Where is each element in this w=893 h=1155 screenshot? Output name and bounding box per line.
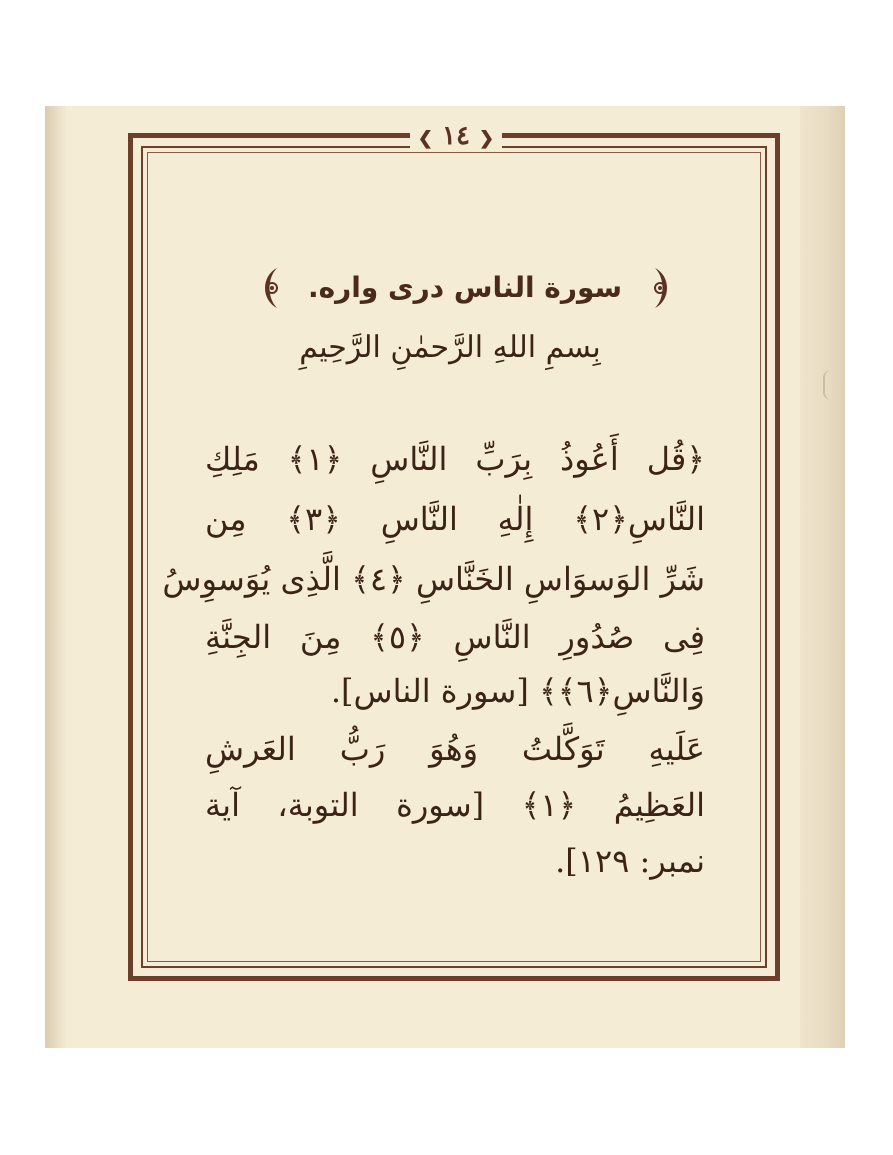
verse-line-1: ﴿قُل أَعُوذُ بِرَبِّ النَّاسِ ﴿١﴾ مَلِكِ [205,440,705,478]
ornament-right-icon: ❯ [479,128,495,149]
page-edge-tab [823,370,847,400]
ornament-left-icon: ❮ [417,128,433,149]
heading-row [255,260,675,316]
crescent-ornament-right-icon [647,266,677,310]
verse-line-5: وَالنَّاسِ﴿٦﴾﴾ [سورة الناس]. [330,672,705,710]
verse-line-8: نمبر: ١٢٩]. [555,842,705,880]
verse-line-7: العَظِيمُ ﴿١﴾ [سورة التوبة، آية [205,786,705,824]
page-shadow-right [800,106,845,1048]
page-shadow-left [45,106,67,1048]
verse-line-4: فِی صُدُورِ النَّاسِ ﴿٥﴾ مِنَ الجِنَّةِ [205,618,705,656]
surah-heading: سورة الناس دری واره. [307,271,623,304]
verse-line-2: النَّاسِ﴿٢﴾ إِلٰهِ النَّاسِ ﴿٣﴾ مِن [205,500,706,538]
verse-line-6: عَلَيهِ تَوَكَّلتُ وَهُوَ رَبُّ العَرشِ [205,730,705,768]
page-number: ❮ ١٤ ❯ [410,122,502,150]
bismillah: بِسمِ اللهِ الرَّحمٰنِ الرَّحِيمِ [299,330,601,365]
verse-line-3: شَرِّ الوَسوَاسِ الخَنَّاسِ ﴿٤﴾ الَّذِی يُوَسوِسُ [162,560,705,598]
